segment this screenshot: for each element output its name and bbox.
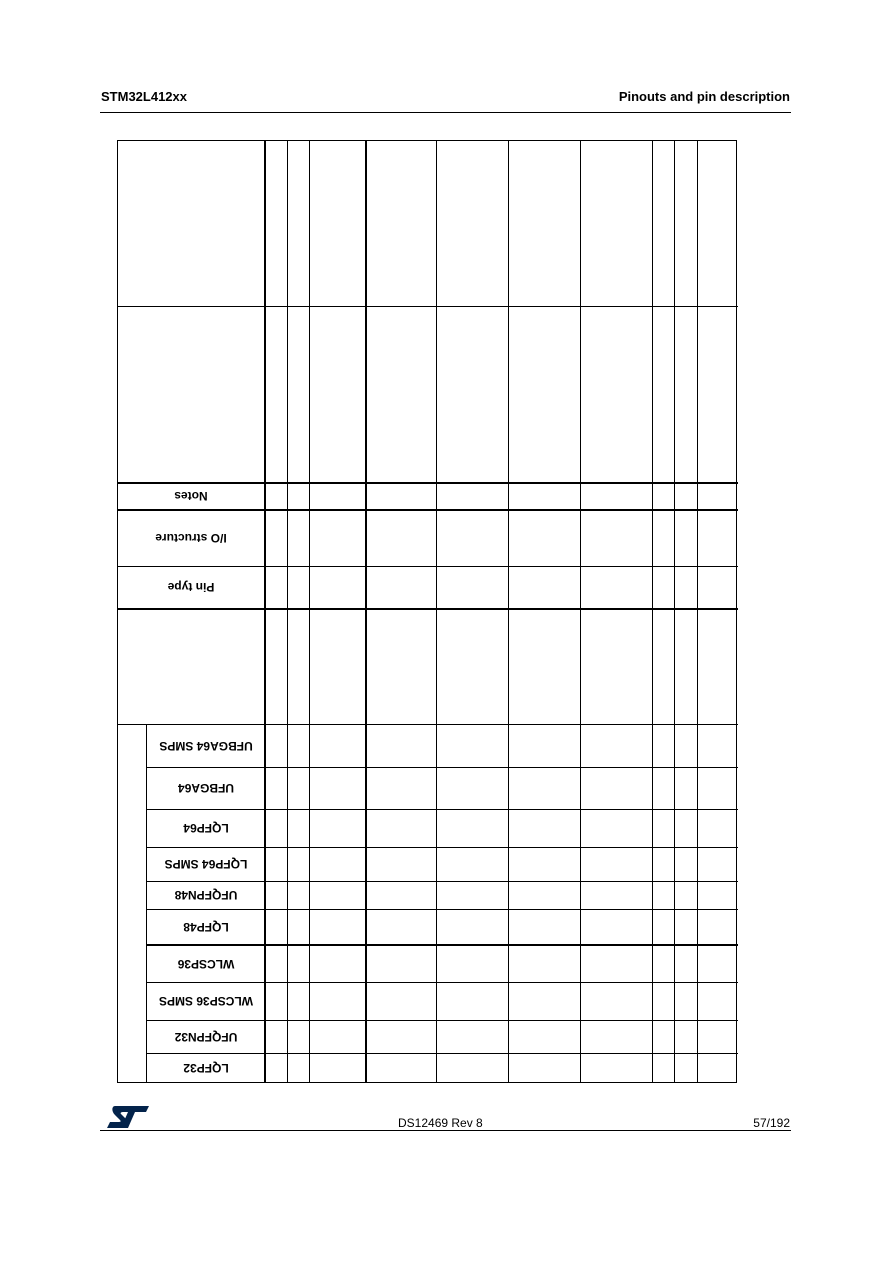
row-divider — [118, 608, 738, 610]
package-label: UFBGA64 SMPS — [159, 739, 253, 753]
package-label: LQFP48 — [183, 920, 229, 934]
footer-doc-id: DS12469 Rev 8 — [398, 1116, 483, 1130]
package-label: UFQFPN48 — [174, 888, 238, 903]
page-header-left: STM32L412xx — [101, 89, 187, 104]
package-label: LQFP32 — [183, 1061, 229, 1075]
page-header-right: Pinouts and pin description — [618, 89, 790, 104]
col-divider — [365, 141, 367, 1082]
col-divider — [436, 141, 437, 1082]
col-divider — [580, 141, 581, 1082]
package-label: WLCSP36 SMPS — [158, 994, 254, 1009]
header-divider — [100, 112, 791, 113]
package-label: LQFP64 — [183, 821, 229, 836]
pin-table — [117, 140, 737, 1083]
package-label: UFBGA64 — [178, 781, 235, 796]
package-label: UFQFPN32 — [174, 1030, 238, 1044]
col-divider — [652, 141, 653, 1082]
col-divider — [674, 141, 675, 1082]
col-divider — [508, 141, 509, 1082]
row-divider — [118, 306, 738, 307]
footer-divider — [100, 1130, 791, 1131]
package-label: LQFP64 SMPS — [164, 857, 248, 872]
col-divider — [287, 141, 288, 1082]
st-logo-icon — [106, 1104, 150, 1130]
notes-header: Notes — [174, 489, 208, 504]
col-divider — [309, 141, 310, 1082]
col-divider — [264, 141, 266, 1082]
footer-page-number: 57/192 — [753, 1116, 790, 1130]
package-label: WLCSP36 — [177, 957, 235, 971]
col-divider — [146, 724, 147, 1082]
pin-type-header: Pin type — [167, 580, 215, 595]
col-divider — [697, 141, 698, 1082]
io-structure-header: I/O structure — [155, 531, 227, 546]
